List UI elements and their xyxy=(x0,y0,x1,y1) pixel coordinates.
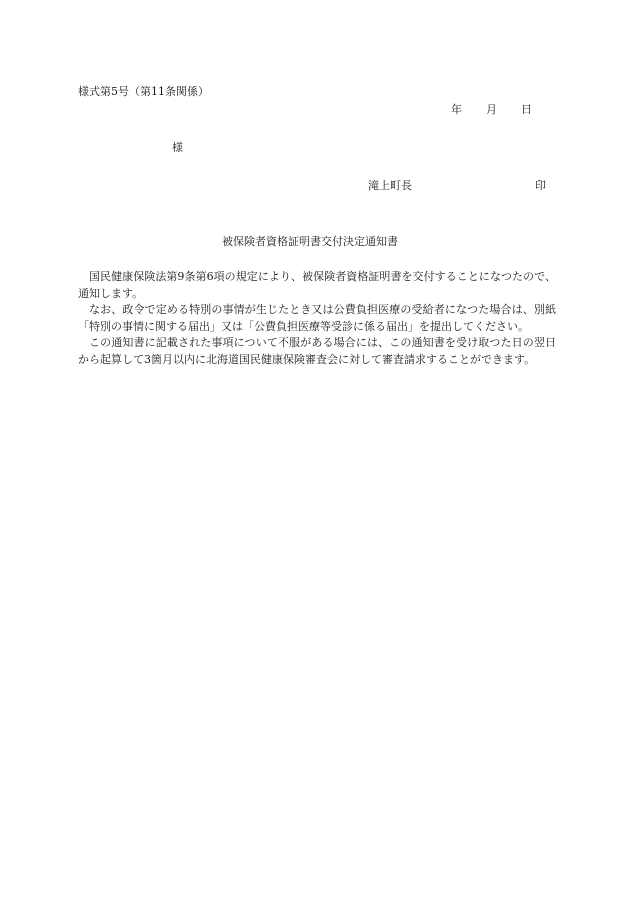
date-line xyxy=(451,104,532,115)
sender-name: 滝上町長 xyxy=(368,179,412,192)
document-title: 被保険者資格証明書交付決定通知書 xyxy=(222,235,398,248)
body-paragraph-appeal: この通知書に記載された事項について不服がある場合には、この通知書を受け取つた日の翌日から起算して3箇月以内に北海道国民健康保険審査会に対して審査請求することができます。 xyxy=(78,336,556,366)
form-number: 様式第5号（第11条関係） xyxy=(78,85,209,98)
seal-mark: 印 xyxy=(535,179,546,192)
document-body xyxy=(78,269,556,368)
body-paragraph-issuance: 国民健康保険法第9条第6項の規定により、被保険者資格証明書を交付することになつたので、通知します。 xyxy=(78,270,556,300)
addressee-honorific: 様 xyxy=(172,141,183,154)
body-paragraph-notification-request: なお、政令で定める特別の事情が生じたとき又は公費負担医療の受給者になつた場合は、別紙「特別の事情に関する届出」又は「公費負担医療等受診に係る届出」を提出してください。 xyxy=(78,303,556,333)
day-label: 日 xyxy=(521,103,532,116)
year-label: 年 xyxy=(451,103,462,116)
month-label: 月 xyxy=(486,103,497,116)
